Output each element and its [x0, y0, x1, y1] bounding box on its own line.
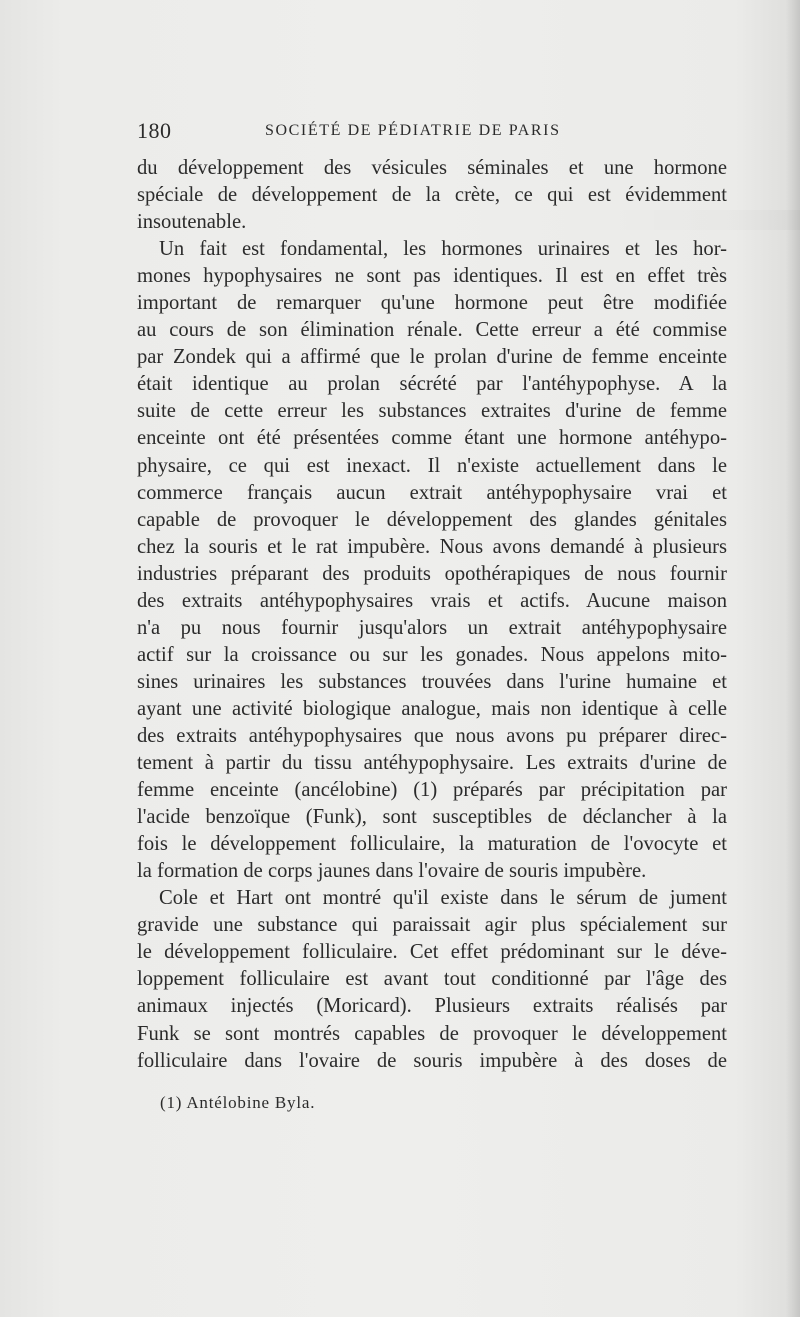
text-line: sines urinaires les substances trouvées dans l'urine humaine et — [137, 670, 727, 693]
text-line: loppement folliculaire est avant tout conditionné par l'âge des — [137, 968, 727, 991]
text-line: insoutenable. — [137, 211, 247, 234]
text-line: chez la souris et le rat impubère. Nous avons demandé à plusieurs — [137, 535, 727, 558]
text-line: l'acide benzoïque (Funk), sont susceptibles de déclancher à la — [137, 806, 727, 829]
text-line: ayant une activité biologique analogue, mais non identique à celle — [137, 697, 727, 720]
text-line: la formation de corps jaunes dans l'ovaire de souris impubère. — [137, 860, 647, 883]
text-line: commerce français aucun extrait antéhypophysaire vrai et — [137, 481, 727, 504]
body-text — [137, 155, 727, 1075]
text-line: physaire, ce qui est inexact. Il n'existe actuellement dans le — [137, 454, 727, 477]
running-title: SOCIÉTÉ DE PÉDIATRIE DE PARIS — [265, 122, 561, 139]
text-line: actif sur la croissance ou sur les gonades. Nous appelons mito- — [137, 643, 727, 666]
text-line: femme enceinte (ancélobine) (1) préparés par précipitation par — [137, 779, 727, 802]
text-line: important de remarquer qu'une hormone peut être modifiée — [137, 292, 727, 315]
text-line: spéciale de développement de la crète, ce qui est évidemment — [137, 184, 727, 207]
text-line: fois le développement folliculaire, la maturation de l'ovocyte et — [137, 833, 727, 856]
text-line: tement à partir du tissu antéhypophysaire. Les extraits d'urine de — [137, 752, 727, 775]
text-line: Cole et Hart ont montré qu'il existe dans le sérum de jument — [159, 887, 727, 910]
text-line: Funk se sont montrés capables de provoquer le développement — [137, 1022, 727, 1045]
page-header — [137, 118, 727, 148]
text-line: gravide une substance qui paraissait agir plus spécialement sur — [137, 914, 727, 937]
text-line: capable de provoquer le développement des glandes génitales — [137, 508, 727, 531]
text-line: Un fait est fondamental, les hormones urinaires et les hor- — [159, 238, 727, 261]
text-line: folliculaire dans l'ovaire de souris impubère à des doses de — [137, 1049, 727, 1072]
page-edge-shadow — [786, 0, 800, 1317]
page-number: 180 — [137, 118, 172, 143]
text-line: industries préparant des produits opothérapiques de nous fournir — [137, 562, 727, 585]
text-line: du développement des vésicules séminales et une hormone — [137, 157, 727, 179]
text-line: des extraits antéhypophysaires que nous avons pu préparer direc- — [137, 724, 727, 747]
text-line: était identique au prolan sécrété par l'antéhypophyse. A la — [137, 373, 727, 396]
text-line: n'a pu nous fournir jusqu'alors un extrait antéhypophysaire — [137, 616, 727, 639]
text-line: par Zondek qui a affirmé que le prolan d'urine de femme enceinte — [137, 346, 727, 369]
text-line: enceinte ont été présentées comme étant une hormone antéhypo- — [137, 427, 727, 450]
text-line: au cours de son élimination rénale. Cette erreur a été commise — [137, 319, 727, 342]
text-line: des extraits antéhypophysaires vrais et actifs. Aucune maison — [137, 589, 727, 612]
footnote: (1) Antélobine Byla. — [160, 1093, 316, 1112]
text-line: suite de cette erreur les substances extraites d'urine de femme — [137, 400, 727, 423]
text-line: mones hypophysaires ne sont pas identiques. Il est en effet très — [137, 265, 727, 288]
text-line: le développement folliculaire. Cet effet prédominant sur le déve- — [137, 941, 727, 964]
text-line: animaux injectés (Moricard). Plusieurs extraits réalisés par — [137, 995, 727, 1018]
